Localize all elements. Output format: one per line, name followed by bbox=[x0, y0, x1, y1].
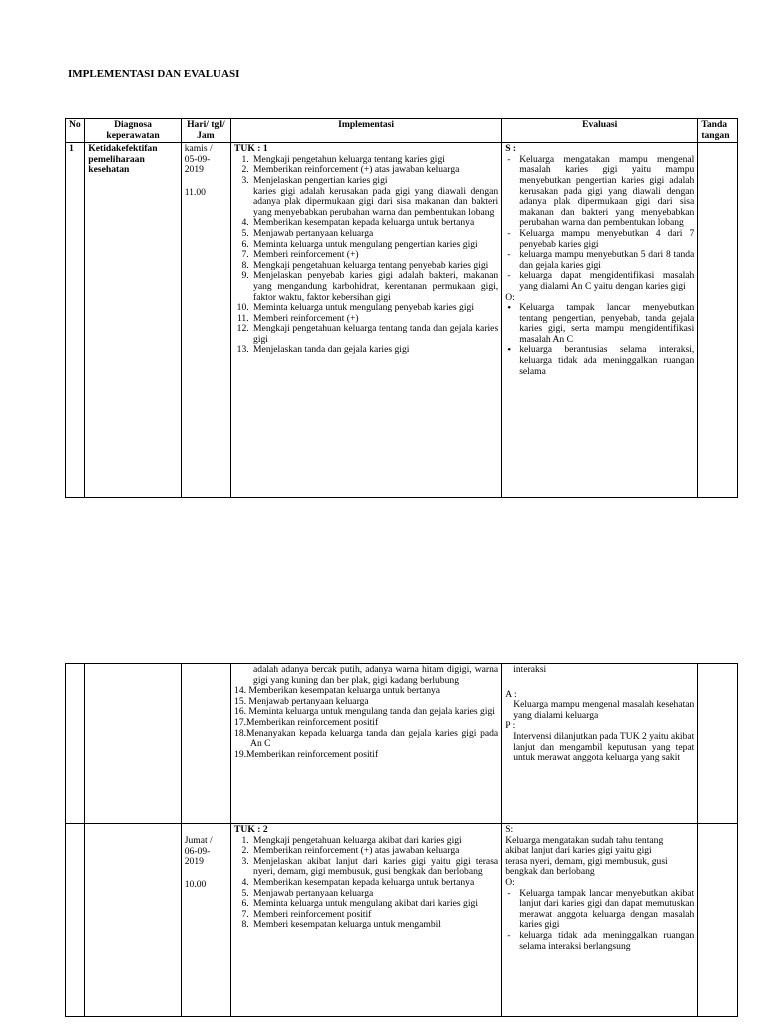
list-item: 17.Memberikan reinforcement positif bbox=[234, 716, 379, 728]
date-cell bbox=[181, 824, 230, 1017]
list-item: - keluarga mampu menyebutkan 5 dari 8 tanda dan gejala karies gigi bbox=[505, 250, 694, 271]
header-evaluasi: Evaluasi bbox=[502, 119, 698, 143]
date-text: kamis / 05-09-2019 bbox=[184, 143, 213, 176]
signature-cell bbox=[698, 664, 738, 824]
diagnosis-cell bbox=[85, 824, 181, 1017]
signature-cell bbox=[698, 143, 738, 498]
list-item: - Keluarga mampu menyebutkan 4 dari 7 penyebab karies gigi bbox=[505, 229, 694, 250]
list-item: 7. Memberi reinforcement positif bbox=[251, 910, 498, 921]
list-item: 2. Memberikan reinforcement (+) atas jawaban keluarga bbox=[251, 165, 498, 176]
signature-cell bbox=[698, 824, 738, 1017]
continued-text: interaksi bbox=[513, 664, 547, 675]
list-item: 13. Menjelaskan tanda dan gejala karies gigi bbox=[251, 345, 498, 356]
continued-text: adalah adanya bercak putih, adanya warna hitam digigi, warna gigi yang kuning dan ber plak, gigi kadang berlubung bbox=[253, 664, 499, 686]
header-hari: Hari/ tgl/ Jam bbox=[181, 119, 230, 143]
s-label: S : bbox=[505, 144, 517, 155]
o-label: O: bbox=[505, 291, 515, 303]
list-item: 15. Menjawab pertanyaan keluarga bbox=[234, 695, 369, 707]
evaluation-cell bbox=[502, 664, 698, 824]
tuk-label: TUK : 2 bbox=[234, 825, 268, 835]
row-number bbox=[66, 664, 85, 824]
o-label: O: bbox=[505, 876, 515, 888]
a-label: A : bbox=[505, 688, 517, 700]
implementation-cell bbox=[231, 824, 502, 1017]
definition-text: karies gigi adalah kerusakan pada gigi yang diawali dengan adanya plak dipermukaan gigi dari sisa makanan dan bakteri yang menyebabkan perubahan warna dan pembentukan lobang bbox=[253, 185, 499, 218]
plan-text: Intervensi dilanjutkan pada TUK 2 yaitu akibat lanjut dan mengambil keputusan yang tepat untuk merawat anggota keluarga yang sakit bbox=[513, 730, 695, 764]
diagnosis-cell: Ketidakefektifan pemeliharaan kesehatan bbox=[85, 143, 181, 498]
list-item: • keluarga berantusias selama interaksi, keluarga tidak ada meninggalkan ruangan selama bbox=[505, 345, 694, 377]
table-row bbox=[66, 824, 738, 1017]
implementation-cell bbox=[231, 143, 502, 498]
list-item: - Keluarga mengatakan mampu mengenal masalah karies gigi yaitu mampu menyebutkan pengertian karies gigi adalah kerusakan pada gigi yang diawali dengan adanya plak dipermukaan gigi dari sisa makanan dan bakteri yang menyebabkan perubahan warna dan pembentukan lobang bbox=[505, 155, 694, 229]
time-text: 10.00 bbox=[184, 878, 207, 890]
list-item: 11. Memberi reinforcement (+) bbox=[251, 314, 498, 325]
table-header-row bbox=[66, 119, 738, 143]
list-item: 1. Mengkaji pengetahun keluarga tentang karies gigi bbox=[251, 155, 498, 166]
list-item: 8. Memberi kesempatan keluarga untuk mengambil bbox=[251, 920, 498, 931]
row-number: 1 bbox=[66, 143, 85, 498]
list-item: 9. Menjelaskan penyebab karies gigi adalah bakteri, makanan yang mengandung karbohidrat, kerentanan permukaan gigi, faktor waktu, faktor kebersihan gigi bbox=[251, 271, 498, 303]
header-diagnosa: Diagnosa keperawatan bbox=[85, 119, 181, 143]
list-item: 6. Meminta keluarga untuk mengulang akibat dari karies gigi bbox=[251, 899, 498, 910]
date-text: Jumat / 06-09-2019 bbox=[184, 835, 213, 868]
list-item: 1. Mengkaji pengetahuan keluarga akibat dari karies gigi bbox=[251, 836, 498, 847]
implementation-table-part-1 bbox=[65, 118, 738, 498]
s-label: S: bbox=[505, 825, 514, 835]
implementation-cell bbox=[231, 664, 502, 824]
time-text: 11.00 bbox=[184, 186, 206, 198]
list-item: 2. Memberikan reinforcement (+) atas jawaban keluarga bbox=[251, 846, 498, 857]
p-label: P : bbox=[505, 720, 516, 732]
list-item: 14. Memberikan kesempatan keluarga untuk bertanya bbox=[234, 685, 441, 697]
list-item: 8. Mengkaji pengetahuan keluarga tentang penyebab karies gigi bbox=[251, 261, 498, 272]
list-item: 16. Meminta keluarga untuk mengulang tanda dan gejala karies gigi bbox=[234, 706, 495, 718]
list-item: - keluarga tidak ada meninggalkan ruangan selama interaksi berlangsung bbox=[505, 931, 694, 952]
subjective-text: Keluarga mengatakan sudah tahu tentang akibat lanjut dari karies gigi yaitu gigi terasa nyeri, demam, gigi membusuk, gusi bengkak dan berlobang bbox=[505, 834, 668, 878]
list-item: 18.Menanyakan kepada keluarga tanda dan gejala karies gigi pada An C bbox=[234, 727, 499, 750]
header-implementasi: Implementasi bbox=[231, 119, 502, 143]
list-item: 3. Menjelaskan pengertian karies gigi karies gigi adalah kerusakan pada gigi yang diawali dengan adanya plak dipermukaan gigi dari sisa makanan dan bakteri yang menyebabkan perubahan warna dan pembentukan lobang bbox=[251, 176, 498, 218]
list-item: 7. Memberi reinforcement (+) bbox=[251, 250, 498, 261]
table-row bbox=[66, 143, 738, 498]
page-title: IMPLEMENTASI DAN EVALUASI bbox=[68, 68, 240, 80]
list-item: • Keluarga tampak lancar menyebutkan tentang pengertian, penyebab, tanda gejala karies gigi, serta mampu mengidentifikasi masalah An C bbox=[505, 303, 694, 345]
header-tanda-tangan: Tanda tangan bbox=[698, 119, 738, 143]
implementation-table-part-2 bbox=[65, 663, 738, 1017]
table-row bbox=[66, 664, 738, 824]
list-item: 4. Memberikan kesempatan kepada keluarga untuk bertanya bbox=[251, 878, 498, 889]
list-item: 5. Menjawab pertanyaan keluarga bbox=[251, 229, 498, 240]
date-cell bbox=[181, 664, 230, 824]
list-item: 3. Menjelaskan akibat lanjut dari karies gigi yaitu gigi terasa nyeri, demam, gigi membusuk, gusi bengkak dan berlobang bbox=[251, 857, 498, 878]
date-cell bbox=[181, 143, 230, 498]
list-item: 10. Meminta keluarga untuk mengulang penyebab karies gigi bbox=[251, 303, 498, 314]
list-item: - Keluarga tampak lancar menyebutkan akibat lanjut dari karies gigi dan dapat memutuskan merawat anggota keluarga dengan masalah karies gigi bbox=[505, 889, 694, 931]
list-item: 4. Memberikan kesempatan kepada keluarga untuk bertanya bbox=[251, 218, 498, 229]
assessment-text: Keluarga mampu mengenal masalah kesehatan yang dialami keluarga bbox=[513, 699, 695, 721]
list-item: 12. Mengkaji pengetahuan keluarga tentang tanda dan gejala karies gigi bbox=[251, 324, 498, 345]
list-item: 19.Memberikan reinforcement positif bbox=[234, 748, 379, 760]
row-number bbox=[66, 824, 85, 1017]
evaluation-cell bbox=[502, 824, 698, 1017]
list-item: 5. Menjawab pertanyaan keluarga bbox=[251, 889, 498, 900]
evaluation-cell bbox=[502, 143, 698, 498]
list-item: - keluarga dapat mengidentifikasi masalah yang dialami An C yaitu dengan karies gigi bbox=[505, 271, 694, 292]
tuk-label: TUK : 1 bbox=[234, 144, 268, 155]
diagnosis-cell bbox=[85, 664, 181, 824]
list-item: 6. Meminta keluarga untuk mengulang pengertian karies gigi bbox=[251, 240, 498, 251]
header-no: No bbox=[66, 119, 85, 143]
